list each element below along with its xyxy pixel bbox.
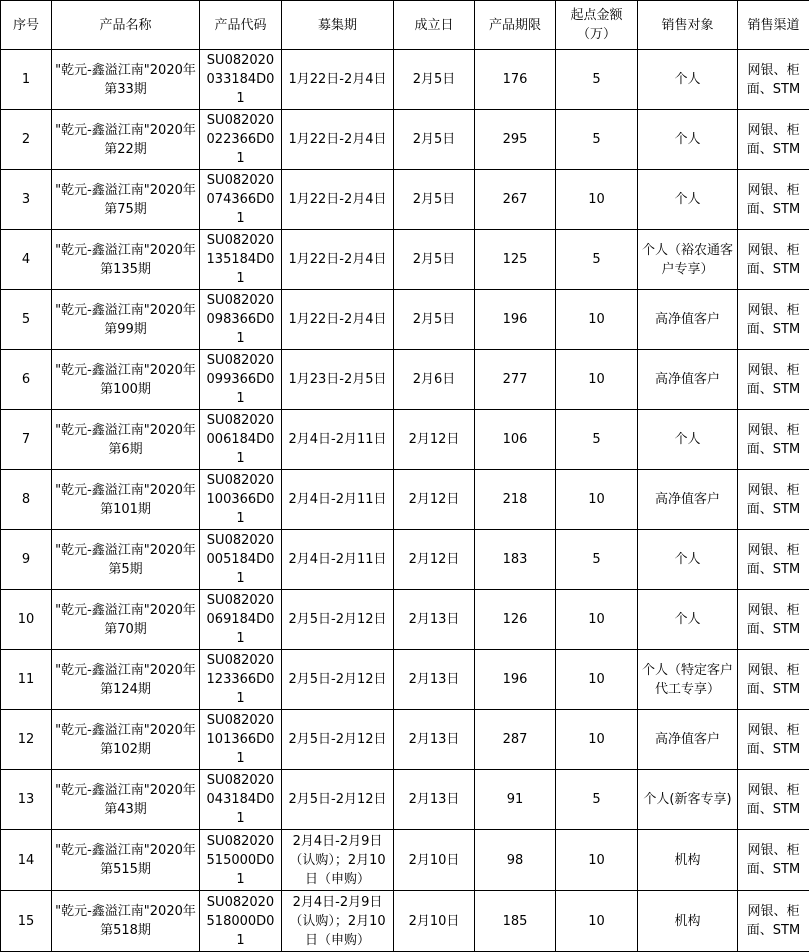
cell-min-amount: 10 [556,830,638,891]
table-row [1,650,809,710]
cell-index: 3 [1,170,52,230]
table-row [1,50,809,110]
cell-min-amount: 5 [556,50,638,110]
table-row [1,590,809,650]
cell-product-code: SU082020069184D01 [200,590,282,650]
cell-product-name: "乾元-鑫溢江南"2020年第43期 [52,770,200,830]
cell-product-code: SU082020005184D01 [200,530,282,590]
table-row [1,470,809,530]
cell-min-amount: 10 [556,590,638,650]
cell-product-code: SU082020006184D01 [200,410,282,470]
cell-min-amount: 5 [556,530,638,590]
cell-product-code: SU082020101366D01 [200,710,282,770]
cell-product-code: SU082020074366D01 [200,170,282,230]
cell-index: 11 [1,650,52,710]
cell-product-name: "乾元-鑫溢江南"2020年第33期 [52,50,200,110]
cell-index: 10 [1,590,52,650]
cell-product-name: "乾元-鑫溢江南"2020年第5期 [52,530,200,590]
cell-raise-period: 1月22日-2月4日 [282,50,394,110]
cell-raise-period: 2月4日-2月11日 [282,410,394,470]
cell-value-date: 2月13日 [394,710,475,770]
cell-product-code: SU082020518000D01 [200,891,282,952]
cell-sales-target: 机构 [638,891,738,952]
cell-value-date: 2月5日 [394,230,475,290]
cell-sales-channel: 网银、柜面、STM [738,470,809,530]
cell-product-name: "乾元-鑫溢江南"2020年第518期 [52,891,200,952]
cell-product-name: "乾元-鑫溢江南"2020年第100期 [52,350,200,410]
cell-min-amount: 5 [556,410,638,470]
cell-product-code: SU082020022366D01 [200,110,282,170]
cell-term: 196 [475,290,556,350]
cell-sales-target: 高净值客户 [638,470,738,530]
cell-sales-target: 个人 [638,410,738,470]
cell-sales-target: 高净值客户 [638,710,738,770]
cell-index: 8 [1,470,52,530]
cell-value-date: 2月12日 [394,470,475,530]
cell-product-name: "乾元-鑫溢江南"2020年第124期 [52,650,200,710]
cell-value-date: 2月10日 [394,891,475,952]
cell-sales-target: 机构 [638,830,738,891]
table-row [1,770,809,830]
cell-index: 4 [1,230,52,290]
cell-value-date: 2月13日 [394,590,475,650]
cell-raise-period: 2月4日-2月11日 [282,530,394,590]
cell-raise-period: 1月22日-2月4日 [282,110,394,170]
cell-index: 2 [1,110,52,170]
cell-sales-channel: 网银、柜面、STM [738,290,809,350]
cell-sales-channel: 网银、柜面、STM [738,50,809,110]
cell-term: 176 [475,50,556,110]
cell-term: 91 [475,770,556,830]
cell-sales-target: 个人 [638,590,738,650]
cell-term: 125 [475,230,556,290]
cell-value-date: 2月10日 [394,830,475,891]
cell-index: 7 [1,410,52,470]
table-row [1,830,809,891]
cell-sales-channel: 网银、柜面、STM [738,170,809,230]
cell-index: 14 [1,830,52,891]
table-row [1,170,809,230]
cell-raise-period: 2月5日-2月12日 [282,590,394,650]
cell-product-code: SU082020123366D01 [200,650,282,710]
cell-value-date: 2月5日 [394,110,475,170]
cell-value-date: 2月5日 [394,50,475,110]
cell-term: 185 [475,891,556,952]
table-row [1,530,809,590]
table-row [1,230,809,290]
col-header-product-code: 产品代码 [200,1,282,50]
cell-sales-channel: 网银、柜面、STM [738,110,809,170]
cell-sales-channel: 网银、柜面、STM [738,710,809,770]
cell-term: 126 [475,590,556,650]
col-header-term: 产品期限 [475,1,556,50]
table-row [1,710,809,770]
cell-index: 15 [1,891,52,952]
cell-index: 12 [1,710,52,770]
cell-term: 295 [475,110,556,170]
cell-sales-channel: 网银、柜面、STM [738,590,809,650]
cell-sales-channel: 网银、柜面、STM [738,650,809,710]
cell-raise-period: 2月4日-2月11日 [282,470,394,530]
cell-product-code: SU082020043184D01 [200,770,282,830]
cell-value-date: 2月5日 [394,290,475,350]
cell-min-amount: 10 [556,350,638,410]
cell-sales-channel: 网银、柜面、STM [738,230,809,290]
cell-sales-target: 高净值客户 [638,290,738,350]
cell-term: 287 [475,710,556,770]
cell-raise-period: 2月5日-2月12日 [282,650,394,710]
cell-term: 106 [475,410,556,470]
cell-raise-period: 1月22日-2月4日 [282,290,394,350]
cell-raise-period: 2月5日-2月12日 [282,770,394,830]
cell-min-amount: 10 [556,290,638,350]
col-header-index: 序号 [1,1,52,50]
cell-sales-target: 个人（特定客户代工专享） [638,650,738,710]
col-header-min-amount: 起点金额（万） [556,1,638,50]
cell-raise-period: 1月23日-2月5日 [282,350,394,410]
cell-min-amount: 5 [556,770,638,830]
cell-value-date: 2月6日 [394,350,475,410]
cell-sales-target: 个人 [638,50,738,110]
cell-index: 6 [1,350,52,410]
col-header-sales-target: 销售对象 [638,1,738,50]
col-header-product-name: 产品名称 [52,1,200,50]
cell-min-amount: 10 [556,891,638,952]
cell-value-date: 2月12日 [394,530,475,590]
cell-term: 183 [475,530,556,590]
cell-sales-channel: 网银、柜面、STM [738,530,809,590]
cell-raise-period: 2月4日-2月9日（认购）；2月10日（申购） [282,830,394,891]
cell-product-code: SU082020135184D01 [200,230,282,290]
cell-product-code: SU082020100366D01 [200,470,282,530]
col-header-value-date: 成立日 [394,1,475,50]
cell-product-code: SU082020515000D01 [200,830,282,891]
col-header-raise-period: 募集期 [282,1,394,50]
cell-product-name: "乾元-鑫溢江南"2020年第102期 [52,710,200,770]
cell-product-name: "乾元-鑫溢江南"2020年第99期 [52,290,200,350]
table-row [1,110,809,170]
cell-product-name: "乾元-鑫溢江南"2020年第135期 [52,230,200,290]
col-header-sales-channel: 销售渠道 [738,1,809,50]
cell-raise-period: 2月4日-2月9日（认购）；2月10日（申购） [282,891,394,952]
cell-term: 218 [475,470,556,530]
cell-min-amount: 5 [556,110,638,170]
cell-term: 196 [475,650,556,710]
table-row [1,891,809,952]
cell-value-date: 2月13日 [394,770,475,830]
cell-product-name: "乾元-鑫溢江南"2020年第22期 [52,110,200,170]
cell-raise-period: 1月22日-2月4日 [282,170,394,230]
cell-term: 267 [475,170,556,230]
cell-product-code: SU082020098366D01 [200,290,282,350]
product-table-body [1,50,809,952]
cell-sales-target: 个人 [638,170,738,230]
cell-index: 9 [1,530,52,590]
cell-sales-channel: 网银、柜面、STM [738,770,809,830]
cell-index: 13 [1,770,52,830]
cell-sales-channel: 网银、柜面、STM [738,830,809,891]
cell-product-name: "乾元-鑫溢江南"2020年第75期 [52,170,200,230]
cell-index: 1 [1,50,52,110]
product-table-header [1,1,809,50]
table-row [1,290,809,350]
cell-product-name: "乾元-鑫溢江南"2020年第515期 [52,830,200,891]
cell-sales-channel: 网银、柜面、STM [738,410,809,470]
header-row [1,1,809,50]
cell-value-date: 2月5日 [394,170,475,230]
cell-sales-target: 个人(新客专享) [638,770,738,830]
cell-min-amount: 10 [556,710,638,770]
cell-min-amount: 10 [556,170,638,230]
cell-min-amount: 10 [556,470,638,530]
cell-sales-channel: 网银、柜面、STM [738,891,809,952]
cell-product-name: "乾元-鑫溢江南"2020年第101期 [52,470,200,530]
cell-value-date: 2月12日 [394,410,475,470]
table-row [1,410,809,470]
table-row [1,350,809,410]
cell-min-amount: 5 [556,230,638,290]
cell-sales-target: 个人 [638,530,738,590]
cell-product-code: SU082020033184D01 [200,50,282,110]
cell-min-amount: 10 [556,650,638,710]
cell-raise-period: 2月5日-2月12日 [282,710,394,770]
cell-product-name: "乾元-鑫溢江南"2020年第70期 [52,590,200,650]
cell-value-date: 2月13日 [394,650,475,710]
cell-sales-target: 个人（裕农通客户专享） [638,230,738,290]
cell-product-name: "乾元-鑫溢江南"2020年第6期 [52,410,200,470]
cell-product-code: SU082020099366D01 [200,350,282,410]
cell-index: 5 [1,290,52,350]
cell-term: 98 [475,830,556,891]
cell-sales-target: 个人 [638,110,738,170]
cell-sales-channel: 网银、柜面、STM [738,350,809,410]
cell-sales-target: 高净值客户 [638,350,738,410]
cell-term: 277 [475,350,556,410]
cell-raise-period: 1月22日-2月4日 [282,230,394,290]
